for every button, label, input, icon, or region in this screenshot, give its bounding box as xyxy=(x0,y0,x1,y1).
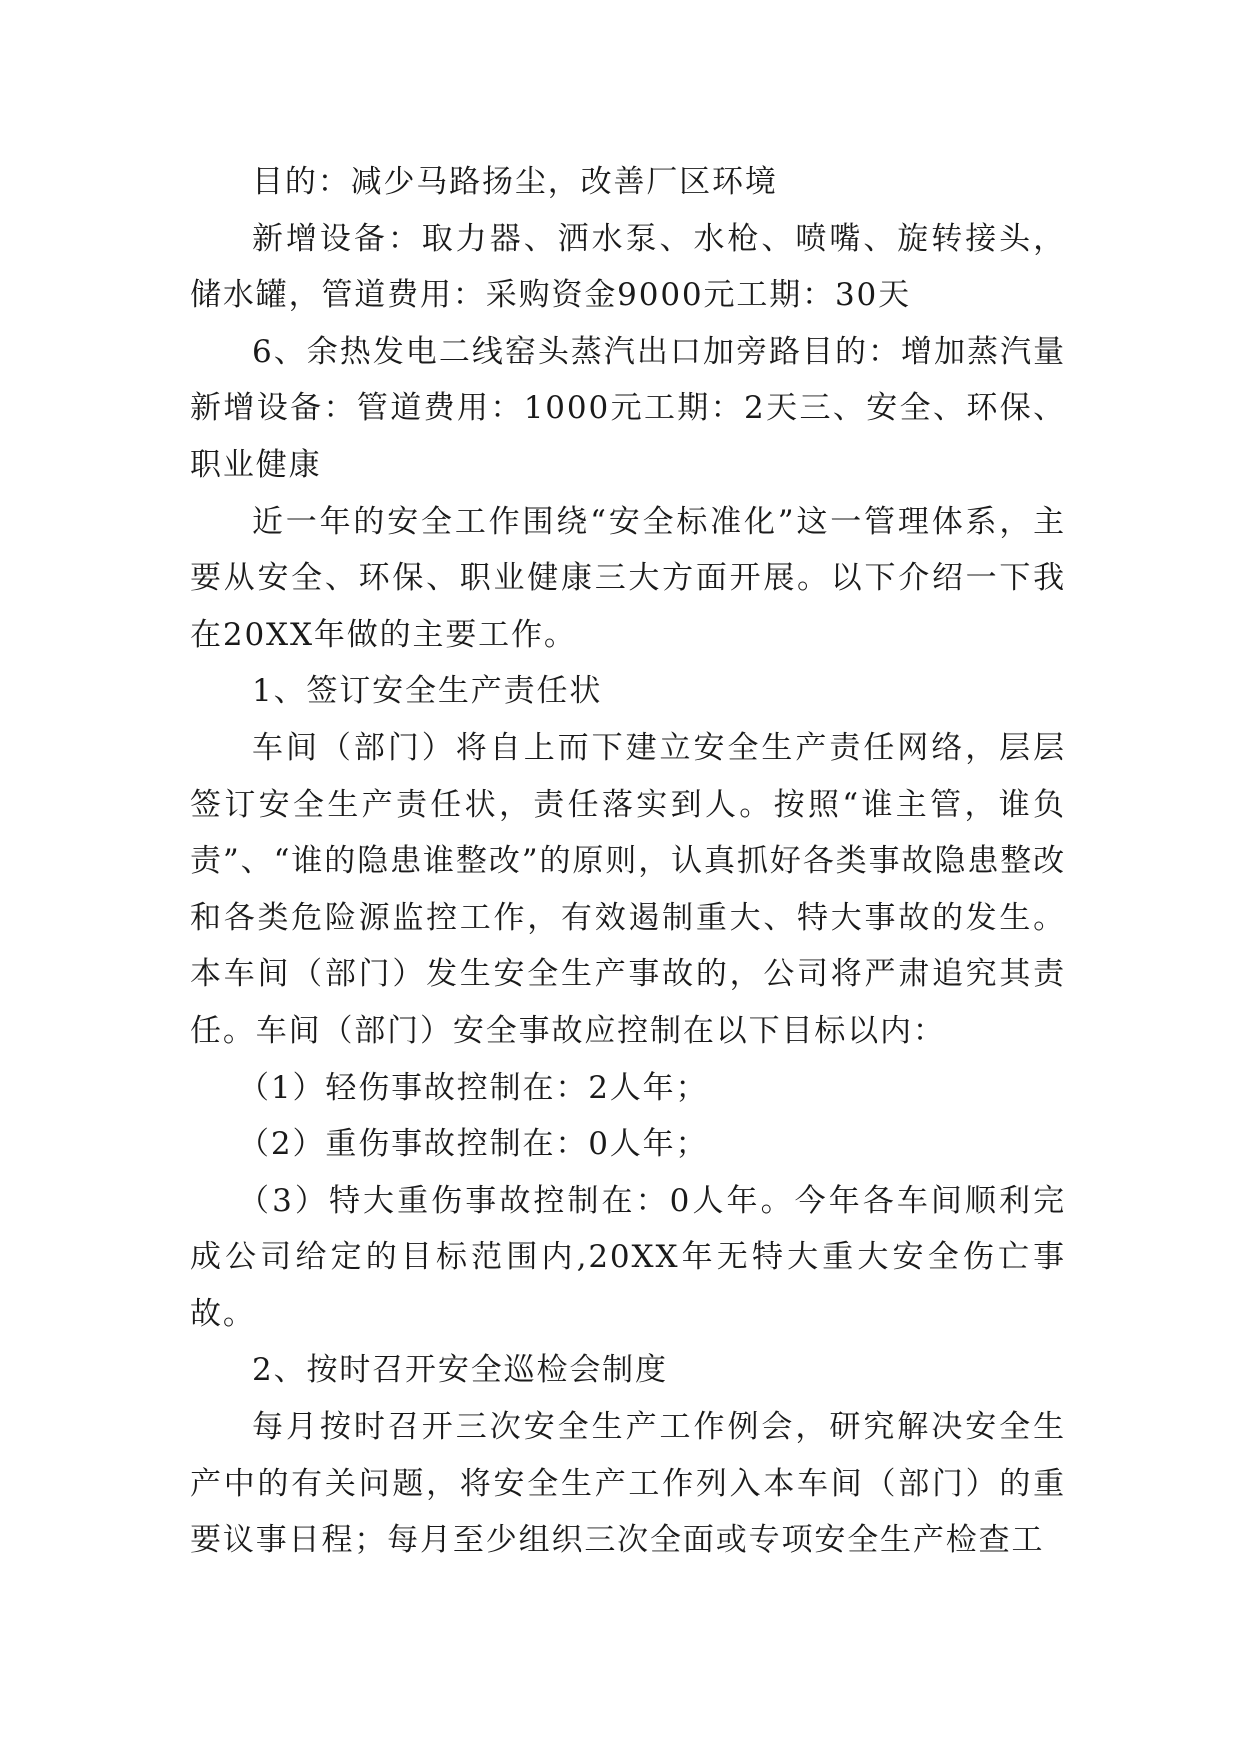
paragraph-safety-intro: 近一年的安全工作围绕“安全标准化”这一管理体系，主要从安全、环保、职业健康三大方面开展。以下介绍一下我在20XX年做的主要工作。 xyxy=(190,503,1066,653)
document-body xyxy=(190,154,1066,1569)
list-item-serious-injury: （2）重伤事故控制在：0人年； xyxy=(238,1126,709,1163)
paragraph-responsibility: 车间（部门）将自上而下建立安全生产责任网络，层层签订安全生产责任状，责任落实到人。按照“谁主管，谁负责”、“谁的隐患谁整改”的原则，认真抓好各类事故隐患整改和各类危险源监控工作，有效遏制重大、特大事故的发生。本车间（部门）发生安全生产事故的，公司将严肃追究其责任。车间（部门）安全事故应控制在以下目标以内： xyxy=(190,729,1066,1049)
paragraph-new-equipment: 新增设备：取力器、洒水泵、水枪、喷嘴、旋转接头，储水罐，管道费用：采购资金9000元工期：30天 xyxy=(190,220,1066,314)
section-heading-2: 2、按时召开安全巡检会制度 xyxy=(252,1352,668,1389)
paragraph-purpose: 目的：减少马路扬尘，改善厂区环境 xyxy=(252,164,778,200)
list-item-major-injury: （3）特大重伤事故控制在：0人年。今年各车间顺利完成公司给定的目标范围内,20XX年无特大重大安全伤亡事故。 xyxy=(190,1182,1066,1332)
paragraph-monthly-meetings: 每月按时召开三次安全生产工作例会，研究解决安全生产中的有关问题，将安全生产工作列入本车间（部门）的重要议事日程；每月至少组织三次全面或专项安全生产检查工 xyxy=(190,1409,1066,1559)
section-heading-1: 1、签订安全生产责任状 xyxy=(252,673,603,710)
paragraph-item-6: 6、余热发电二线窑头蒸汽出口加旁路目的：增加蒸汽量新增设备：管道费用：1000元工期：2天三、安全、环保、职业健康 xyxy=(190,333,1066,483)
list-item-minor-injury: （1）轻伤事故控制在：2人年； xyxy=(238,1069,709,1106)
